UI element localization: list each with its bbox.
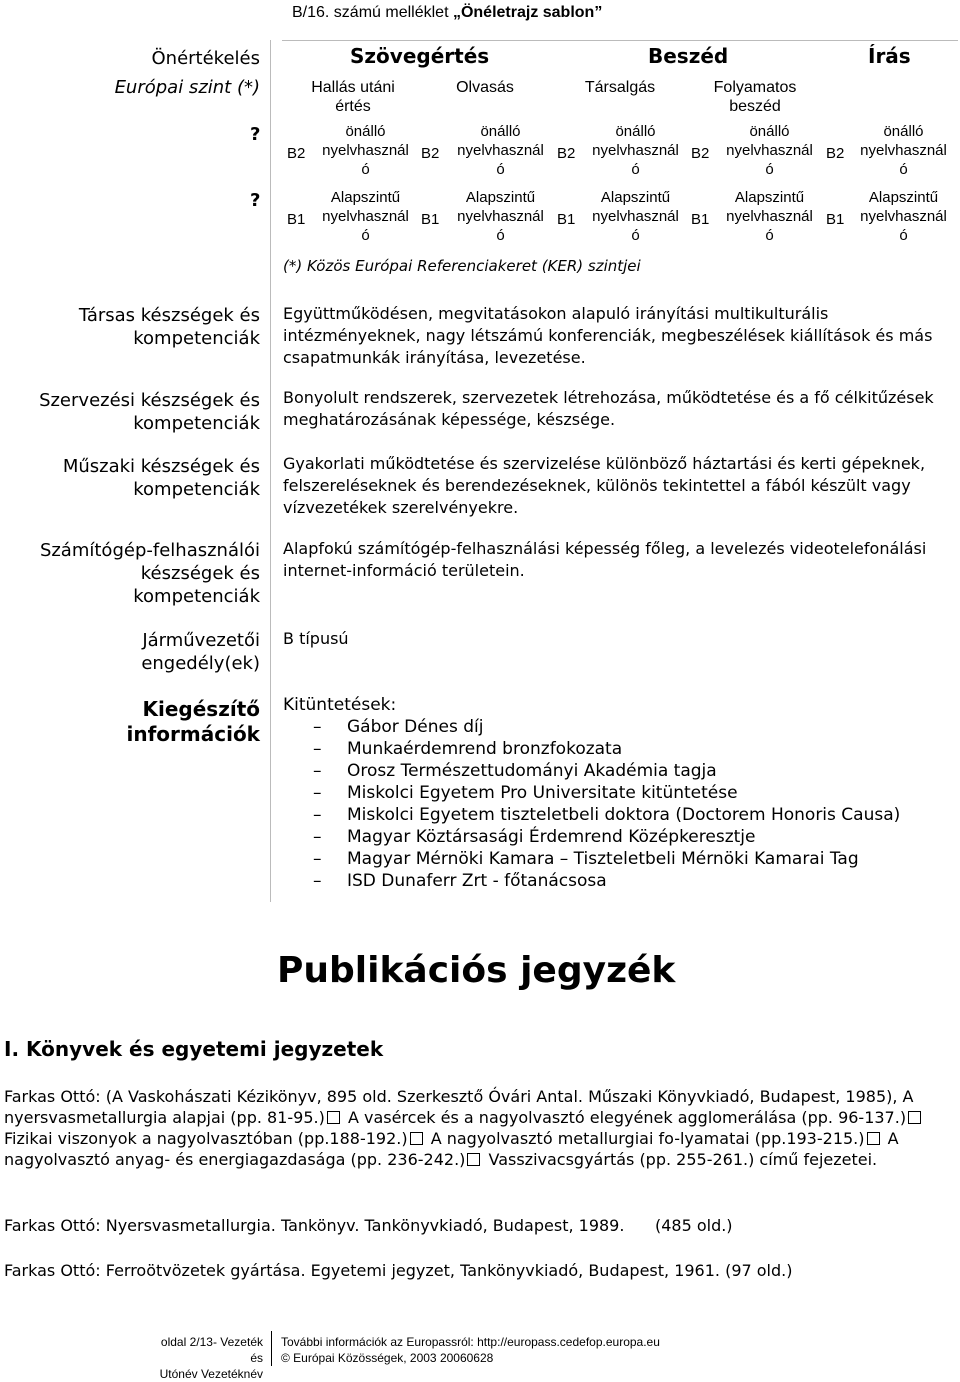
self-assessment-label: Önértékelés	[151, 48, 260, 69]
level-description	[578, 188, 693, 245]
label-line: információk	[126, 722, 260, 746]
driving-licence-label	[141, 629, 260, 675]
level-code: B2	[826, 145, 845, 162]
row2-mark: ?	[250, 190, 261, 211]
list-item: – Orosz Természettudományi Akadémia tagja	[313, 760, 900, 782]
level-line: ó	[496, 161, 505, 178]
level-line: ó	[765, 161, 774, 178]
label-line: Kiegészítő	[142, 697, 260, 721]
label-line: kompetenciák	[133, 328, 260, 349]
level-line: önálló	[345, 123, 386, 140]
social-skills-text: Együttműködésen, megvitatásokon alapuló irányítási multikulturális intézményeknek, nagy létszámú konferenciák, megbeszélések kiállítások és más csapatmunkák irányítása, levezetése.	[283, 304, 933, 367]
technical-skills-text: Gyakorlati működtetése és szervizelése különböző háztartási és kerti gépeknek, felszereléseknek és berendezéseknek, különös tekintettel a fából készült vagy vízvezetékek szerelvényekre.	[283, 454, 926, 517]
label-line: kompetenciák	[133, 586, 260, 607]
level-line: nyelvhasznál	[322, 208, 409, 225]
sub-listening: Hallás utáni értés	[311, 79, 395, 115]
label-line: engedély(ek)	[141, 653, 260, 674]
level-code: B1	[691, 211, 710, 228]
footer-line: Utónév Vezetéknév	[159, 1367, 263, 1381]
level-line: önálló	[480, 123, 521, 140]
level-description	[712, 188, 827, 245]
eu-level-label: Európai szint (*)	[114, 77, 260, 98]
label-line: Járművezetői	[142, 630, 260, 651]
level-line: ó	[496, 227, 505, 244]
additional-info-label	[127, 697, 261, 747]
level-code: B2	[421, 145, 440, 162]
label-line: kompetenciák	[133, 479, 260, 500]
list-item: – Miskolci Egyetem Pro Universitate kitüntetése	[313, 782, 900, 804]
organizational-skills-label	[39, 389, 260, 435]
publication-paragraph-2: Farkas Ottó: Nyersvasmetallurgia. Tankönyv. Tankönyvkiadó, Budapest, 1989. (485 old.)	[4, 1216, 733, 1235]
level-description	[712, 122, 827, 179]
level-code: B1	[421, 211, 440, 228]
awards-heading: Kitüntetések:	[283, 695, 397, 715]
level-line: Alapszintű	[465, 189, 536, 206]
level-line: ó	[631, 227, 640, 244]
social-skills-label	[79, 304, 260, 350]
level-line: nyelvhasznál	[726, 142, 813, 159]
level-line: nyelvhasznál	[592, 142, 679, 159]
level-line: ó	[631, 161, 640, 178]
box-symbol-icon	[410, 1132, 423, 1145]
publication-paragraph-1	[4, 1086, 954, 1170]
pub-part: A vasércek és a nagyolvasztó elegyének agglomerálása (pp. 96-137.)	[347, 1108, 907, 1127]
footer-line: © Európai Közösségek, 2003 20060628	[281, 1351, 494, 1365]
label-line: kompetenciák	[133, 413, 260, 434]
list-item: – Munkaérdemrend bronzfokozata	[313, 738, 900, 760]
pub-part: Farkas Ottó: (A Vaskohászati Kézikönyv, 895 old. Szerkesztő Óvári Antal. Műszaki Könyvkiadó, Budapest, 1985), A nyersvasmetallurgia alapjai (pp. 81-95.)	[4, 1087, 914, 1127]
level-description	[846, 122, 960, 179]
level-line: ó	[899, 227, 908, 244]
sub-spoken: Folyamatos beszéd	[713, 79, 797, 115]
footer-line: oldal 2/13- Vezeték és	[160, 1335, 263, 1365]
language-table-top-line	[282, 40, 958, 41]
level-line: Alapszintű	[600, 189, 671, 206]
footer-right	[281, 1334, 660, 1366]
level-line: nyelvhasznál	[322, 142, 409, 159]
level-line: nyelvhasznál	[860, 142, 947, 159]
footer-left	[146, 1334, 263, 1382]
list-item: – Gábor Dénes díj	[313, 716, 900, 738]
pub-part: A nagyolvasztó metallurgiai fo-lyamatai (pp.193-215.)	[430, 1129, 865, 1148]
level-code: B1	[557, 211, 576, 228]
awards-list	[313, 716, 900, 892]
pub-part: Vasszivacsgyártás (pp. 255-261.) című fejezetei.	[488, 1150, 878, 1169]
box-symbol-icon	[467, 1153, 480, 1166]
level-description	[578, 122, 693, 179]
level-code: B2	[557, 145, 576, 162]
ker-note: (*) Közös Európai Referenciakeret (KER) szintjei	[283, 257, 641, 275]
level-line: önálló	[615, 123, 656, 140]
level-line: nyelvhasznál	[592, 208, 679, 225]
level-line: Alapszintű	[868, 189, 939, 206]
level-code: B2	[287, 145, 306, 162]
level-line: Alapszintű	[734, 189, 805, 206]
box-symbol-icon	[908, 1111, 921, 1124]
list-item: – ISD Dunaferr Zrt - főtanácsosa	[313, 870, 900, 892]
section-title-books: I. Könyvek és egyetemi jegyzetek	[4, 1037, 384, 1061]
label-line: Társas készségek és	[78, 305, 260, 326]
computer-skills-label	[40, 539, 260, 608]
level-line: nyelvhasznál	[726, 208, 813, 225]
publication-paragraph-3: Farkas Ottó: Ferroötvözetek gyártása. Egyetemi jegyzet, Tankönyvkiadó, Budapest, 1961. (97 old.)	[4, 1261, 793, 1280]
computer-skills-text: Alapfokú számítógép-felhasználási képesség főleg, a levelezés videotelefonálási internet-információ területein.	[283, 539, 927, 580]
level-line: ó	[361, 227, 370, 244]
row1-mark: ?	[250, 124, 261, 145]
label-line: készségek és	[140, 563, 260, 584]
level-description	[308, 188, 423, 245]
level-line: önálló	[749, 123, 790, 140]
label-line: Szervezési készségek és	[39, 390, 260, 411]
pub-part: Fizikai viszonyok a nagyolvasztóban (pp.188-192.)	[4, 1129, 408, 1148]
group-szovegertes: Szövegértés	[350, 44, 490, 68]
level-code: B2	[691, 145, 710, 162]
list-item: – Miskolci Egyetem tiszteletbeli doktora (Doctorem Honoris Causa)	[313, 804, 900, 826]
level-description	[308, 122, 423, 179]
organizational-skills-text: Bonyolult rendszerek, szervezetek létrehozása, működtetése és a fő célkitűzések meghatározásának képessége, készsége.	[283, 388, 934, 429]
level-line: Alapszintű	[330, 189, 401, 206]
level-line: nyelvhasznál	[457, 208, 544, 225]
footer-line: További információk az Europassról: http://europass.cedefop.europa.eu	[281, 1335, 660, 1349]
header-title-strong: „Önéletrajz sablon”	[452, 4, 603, 21]
level-line: önálló	[883, 123, 924, 140]
header-title	[292, 4, 602, 22]
level-line: ó	[765, 227, 774, 244]
group-iras: Írás	[868, 44, 911, 68]
level-description	[846, 188, 960, 245]
label-line: Számítógép-felhasználói	[39, 540, 260, 561]
level-description	[443, 122, 558, 179]
driving-licence-text: B típusú	[283, 629, 349, 648]
level-line: ó	[899, 161, 908, 178]
label-line: Műszaki készségek és	[62, 456, 260, 477]
level-code: B1	[826, 211, 845, 228]
publications-title: Publikációs jegyzék	[277, 950, 676, 991]
footer-divider	[271, 1331, 272, 1366]
level-code: B1	[287, 211, 306, 228]
technical-skills-label	[63, 455, 260, 501]
pub-part: A nagyolvasztó anyag- és energiagazdasága (pp. 236-242.)	[4, 1129, 899, 1169]
vertical-divider	[270, 40, 271, 902]
box-symbol-icon	[867, 1132, 880, 1145]
group-beszed: Beszéd	[648, 44, 729, 68]
level-line: nyelvhasznál	[457, 142, 544, 159]
sub-conversation: Társalgás	[584, 79, 656, 96]
list-item: – Magyar Köztársasági Érdemrend Középkeresztje	[313, 826, 900, 848]
level-description	[443, 188, 558, 245]
level-line: ó	[361, 161, 370, 178]
header-prefix: B/16. számú melléklet	[292, 4, 453, 21]
box-symbol-icon	[327, 1111, 340, 1124]
list-item: – Magyar Mérnöki Kamara – Tiszteletbeli Mérnöki Kamarai Tag	[313, 848, 900, 870]
sub-reading: Olvasás	[456, 79, 514, 96]
level-line: nyelvhasznál	[860, 208, 947, 225]
